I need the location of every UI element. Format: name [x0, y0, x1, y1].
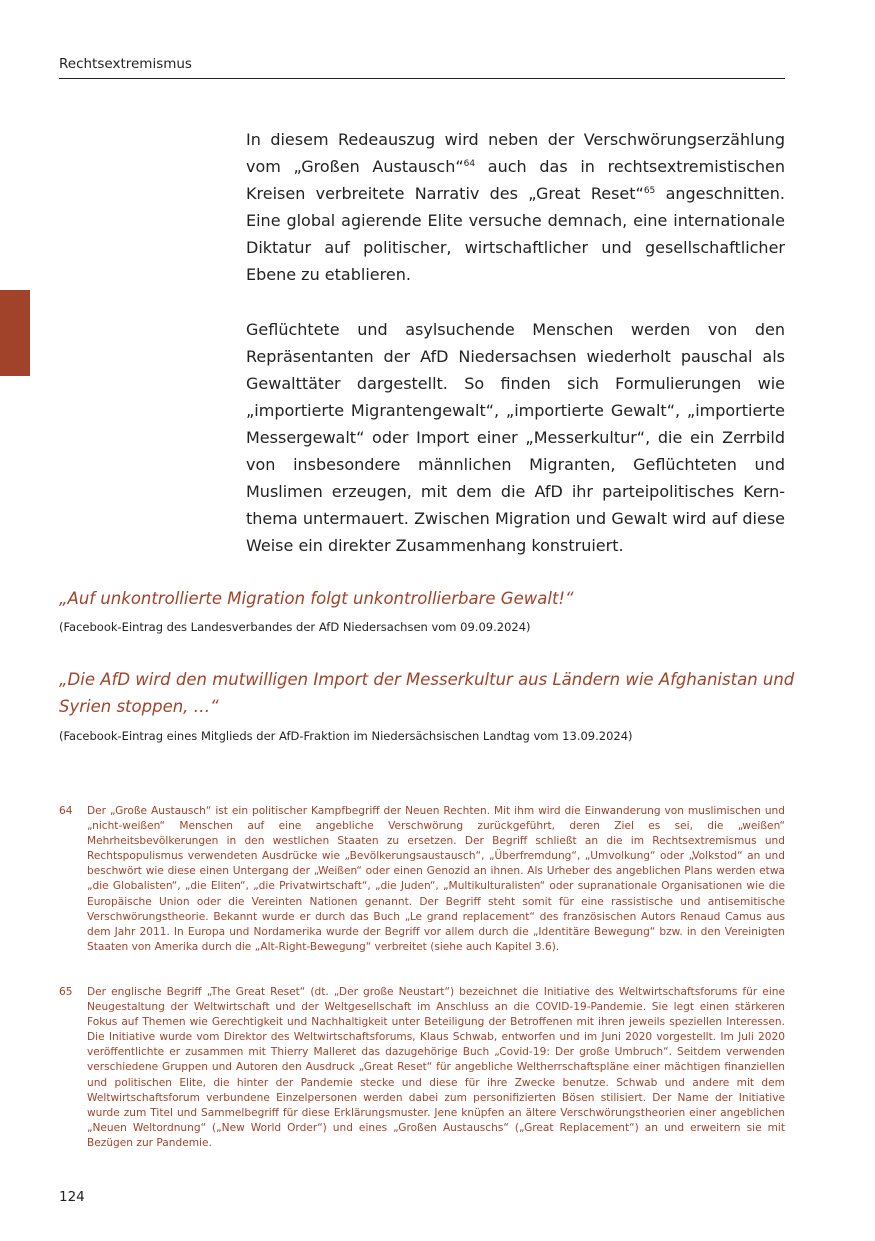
footnote-65: [59, 985, 785, 1151]
body-paragraph-1: [246, 126, 785, 288]
footnote-number: 65: [59, 986, 73, 998]
pull-quote-1: „Auf unkontrollierte Migration folgt unkontrollierbare Gewalt!“: [59, 589, 574, 608]
paragraph-text: angeschnitten. Eine global agierende Elite versuche demnach, eine internationale Diktatur auf politischer, wirtschaftlicher und gesellschaftlicher Ebene zu etablieren.: [246, 184, 785, 284]
pull-quote-2: „Die AfD wird den mutwilligen Import der Messerkultur aus Ländern wie Afghanistan und Syrien stoppen, …“: [59, 670, 795, 716]
footnote-text: Der „Große Austausch“ ist ein politischer Kampfbegriff der Neuen Rechten. Mit ihm wird die Einwanderung von muslimischen und „nicht-weißen“ Menschen auf eine angebliche Verschwörung zurückgeführt, deren Ziel es sei, die „weißen“ Mehrheitsbevölkerungen in den westlichen Staaten zu ersetzen. Der Begriff schließt an die im Rechtsextremismus und Rechtspopulismus verwendeten Ausdrücke wie „Bevölkerungsaustausch“, „Überfremdung“, „Umvolkung“ oder „Volkstod“ an und beschwört wie diese einen Untergang der „Weißen“ oder einen Genozid an ihnen. Als Urheber des angeblichen Plans werden etwa „die Globalisten“, „die Eliten“, „die Privatwirtschaft“, „die Juden“, „Multikulturalisten“ oder supranationale Organisationen wie die Europäische Union oder die Vereinten Nationen genannt. Der Begriff steht somit für eine rassistische und antisemitische Verschwörungstheorie. Bekannt wurde er durch das Buch „Le grand replacement“ des französischen Autors Renaud Camus aus dem Jahr 2011. In Europa und Nordamerika wurde der Begriff vor allem durch die „Identitäre Bewegung“ bzw. in den Vereinigten Staaten von Amerika durch die „Alt-Right-Bewegung“ verbreitet (siehe auch Kapitel 3.6).: [87, 805, 785, 953]
footnote-64: [59, 804, 785, 955]
footnote-number: 64: [59, 805, 73, 817]
paragraph-text: In diesem Redeauszug wird neben der Verschwörungserzählung vom „Großen Austausch“: [246, 130, 785, 176]
body-paragraph-2: Geflüchtete und asylsuchende Menschen werden von den Repräsentanten der AfD Niedersachsen wiederholt pauschal als Gewalttäter dargestellt. So finden sich Formulierungen wie „importierte Migrantengewalt“, „importierte Gewalt“, „importierte Messergewalt“ oder Import einer „Messerkultur“, die ein Zerrbild von insbesondere männlichen Migranten, Geflüchteten und Muslimen erzeugen, mit dem die AfD ihr parteipolitisches Kernthema untermauert. Zwischen Migration und Gewalt wird auf diese Weise ein direkter Zusammenhang konstruiert.: [246, 320, 785, 555]
footnote-text: Der englische Begriff „The Great Reset“ (dt. „Der große Neustart“) bezeichnet die Initiative des Weltwirtschaftsforums für eine Neugestaltung der Weltwirtschaft und der Weltgesellschaft im Anschluss an die COVID-19-Pandemie. Sie legt einen stärkeren Fokus auf Themen wie Gerechtigkeit und Nachhaltigkeit unter Beteiligung der Betroffenen mit ihren jeweils speziellen Interessen. Die Initiative wurde vom Direktor des Weltwirtschaftsforums, Klaus Schwab, entworfen und im Juni 2020 vorgestellt. Im Juli 2020 veröffentlichte er zusammen mit Thierry Malleret das dazugehörige Buch „Covid-19: Der große Umbruch“. Seitdem verwenden verschiedene Gruppen und Autoren den Ausdruck „Great Reset“ für angebliche Weltherrschaftspläne einer mächtigen finanziellen und politischen Elite, die hinter der Pandemie stecke und diese für ihre Zwecke benutze. Schwab und andere mit dem Weltwirtschaftsforum verbundene Einzelpersonen werden dabei zum personifizierten Bösen stilisiert. Der Name der Initiative wurde zum Titel und Sammelbegriff für diese Erklärungsmuster. Jene knüpfen an ältere Verschwörungstheorien einer angeblichen „Neuen Weltordnung“ („New World Order“) und eines „Großen Austauschs“ („Great Replacement“) an und erweitern sie mit Bezügen zur Pandemie.: [87, 986, 785, 1149]
footnote-ref-64[interactable]: 64: [463, 159, 476, 169]
paragraph-text: auch das in rechtsextremistischen Kreisen verbreitete Narrativ des „Great Reset“: [246, 157, 785, 203]
page-number: 124: [59, 1189, 85, 1205]
chapter-tab-marker: [0, 290, 30, 376]
footnote-ref-65[interactable]: 65: [643, 186, 656, 196]
quote-source-1: (Facebook-Eintrag des Landesverbandes der AfD Niedersachsen vom 09.09.2024): [59, 620, 531, 634]
quote-source-2: (Facebook-Eintrag eines Mitglieds der AfD-Fraktion im Niedersächsischen Landtag vom 13.09.2024): [59, 729, 633, 743]
running-header: Rechtsextremismus: [59, 56, 785, 79]
